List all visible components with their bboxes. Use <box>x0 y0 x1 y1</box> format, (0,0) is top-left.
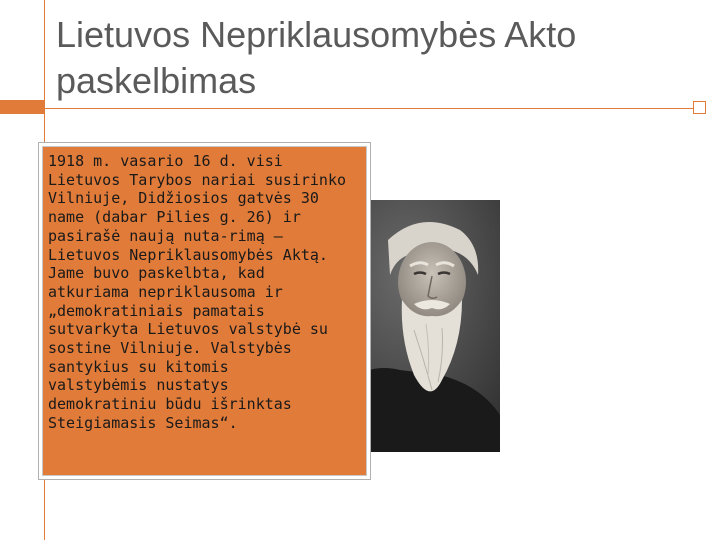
body-line: Lietuvos Tarybos nariai susirinko <box>48 170 347 189</box>
accent-end-square <box>693 101 706 114</box>
body-line: sostine Vilniuje. Valstybės <box>48 339 292 358</box>
slide-title-line-1: Lietuvos Nepriklausomybės Akto <box>56 14 577 55</box>
body-line: Jame buvo paskelbta, kad <box>48 264 265 283</box>
body-line: name (dabar Pilies g. 26) ir <box>48 208 301 227</box>
body-line: santykius su kitomis <box>48 357 229 376</box>
body-line: Lietuvos Nepriklausomybės Aktą. <box>48 245 328 264</box>
body-line: „demokratiniais pamatais <box>48 301 265 320</box>
body-line: pasirašė naują nuta-rimą – <box>48 226 283 245</box>
accent-bar <box>0 100 44 114</box>
body-line: Steigiamasis Seimas“. <box>48 413 238 432</box>
body-line: valstybėmis nustatys <box>48 376 229 395</box>
slide-title <box>56 12 696 104</box>
body-paragraph <box>48 152 366 433</box>
accent-horizontal-line <box>44 108 694 109</box>
body-line: sutvarkyta Lietuvos valstybė su <box>48 320 328 339</box>
body-line: atkuriama nepriklausoma ir <box>48 282 283 301</box>
body-line: 1918 m. vasario 16 d. visi <box>48 152 283 170</box>
body-line: demokratiniu būdu išrinktas <box>48 395 292 414</box>
slide-title-line-2: paskelbimas <box>56 60 257 101</box>
body-line: Vilniuje, Didžiosios gatvės 30 <box>48 189 319 208</box>
